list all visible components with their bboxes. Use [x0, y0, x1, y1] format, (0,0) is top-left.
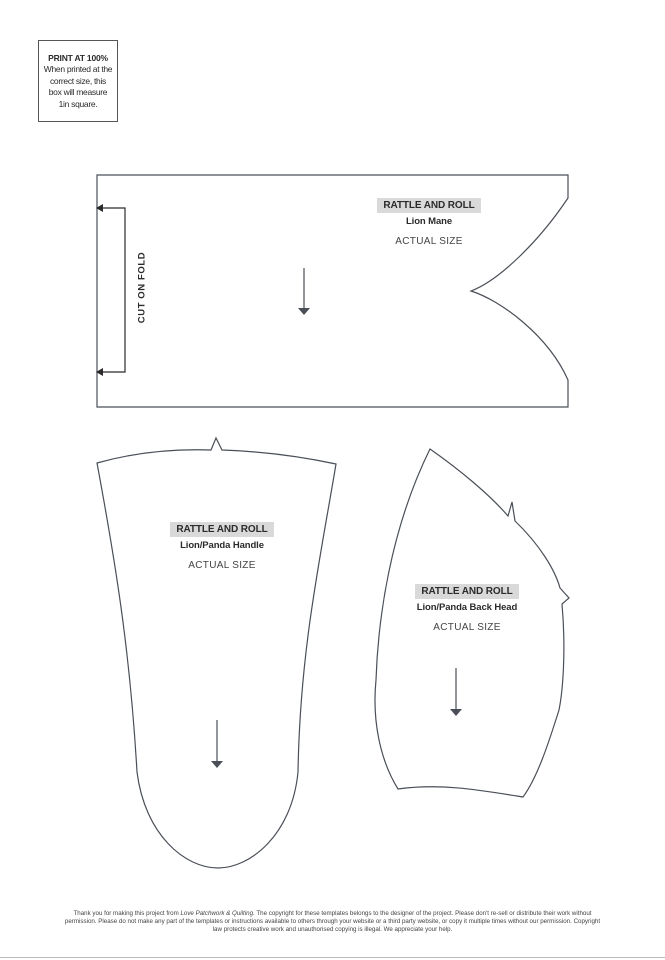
- print-box-title: PRINT AT 100%: [48, 53, 108, 63]
- fold-bracket: [97, 208, 125, 372]
- lion-mane-label: [359, 195, 499, 247]
- pattern-tag: RATTLE AND ROLL: [415, 584, 518, 599]
- piece-name: Lion Mane: [405, 216, 453, 227]
- piece-name: Lion/Panda Handle: [180, 540, 264, 551]
- cut-on-fold-label: CUT ON FOLD: [136, 251, 148, 324]
- footer-intro: Thank you for making this project from: [73, 910, 181, 917]
- magazine-name: Love Patchwork & Quilting: [180, 910, 254, 917]
- back-head-label: [397, 581, 537, 633]
- handle-outline: [97, 438, 336, 868]
- actual-size-note: ACTUAL SIZE: [188, 560, 256, 571]
- actual-size-note: ACTUAL SIZE: [433, 622, 501, 633]
- grainline-arrow-handle: [211, 720, 223, 768]
- handle-label: [152, 519, 292, 571]
- print-box-text: When printed at the correct size, this box will measure 1in square.: [43, 64, 113, 109]
- piece-name: Lion/Panda Back Head: [416, 602, 518, 613]
- page-bottom-rule: [0, 957, 665, 958]
- grainline-arrow-back-head: [450, 668, 462, 716]
- actual-size-note: ACTUAL SIZE: [395, 236, 463, 247]
- footer-text: . The copyright for these templates belongs to the designer of the project. Please don't re-sell or distribute their work without permission. Please do not make any part of the templates or instructions available to others through your website or a third party website, or copy it multiple times without our permission. Copyright law protects creative work and unauthorised copying is illegal. We appreciate your help.: [64, 910, 601, 933]
- grainline-arrow-mane: [298, 268, 310, 315]
- copyright-footer: [60, 910, 605, 934]
- pattern-tag: RATTLE AND ROLL: [377, 198, 480, 213]
- pattern-tag: RATTLE AND ROLL: [170, 522, 273, 537]
